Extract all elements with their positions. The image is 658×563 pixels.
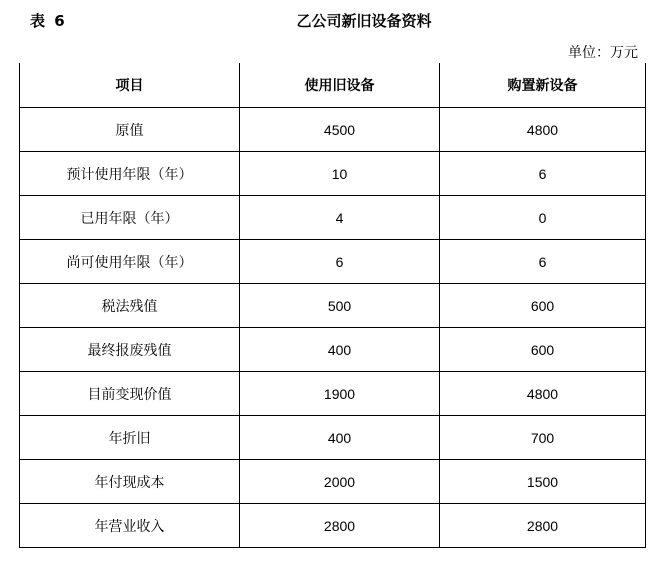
row-item-label: 年折旧 — [20, 416, 240, 460]
table-row — [20, 108, 646, 152]
table-row — [20, 196, 646, 240]
old-equipment-value: 6 — [240, 240, 440, 284]
table-number-label: 表 6 — [30, 12, 67, 30]
new-equipment-value: 6 — [440, 240, 646, 284]
new-equipment-value: 0 — [440, 196, 646, 240]
row-item-label: 税法残值 — [20, 284, 240, 328]
row-item-label: 已用年限（年） — [20, 196, 240, 240]
row-item-label: 尚可使用年限（年） — [20, 240, 240, 284]
equipment-data-table — [19, 63, 646, 548]
old-equipment-value: 4500 — [240, 108, 440, 152]
unit-label: 单位：万元 — [568, 45, 638, 61]
old-equipment-value: 400 — [240, 416, 440, 460]
column-header-item: 项目 — [20, 63, 240, 108]
old-equipment-value: 500 — [240, 284, 440, 328]
new-equipment-value: 600 — [440, 328, 646, 372]
old-equipment-value: 1900 — [240, 372, 440, 416]
old-equipment-value: 10 — [240, 152, 440, 196]
table-row — [20, 460, 646, 504]
row-item-label: 最终报废残值 — [20, 328, 240, 372]
row-item-label: 年付现成本 — [20, 460, 240, 504]
new-equipment-value: 700 — [440, 416, 646, 460]
row-item-label: 目前变现价值 — [20, 372, 240, 416]
new-equipment-value: 4800 — [440, 108, 646, 152]
table-row — [20, 284, 646, 328]
new-equipment-value: 2800 — [440, 504, 646, 548]
table-row — [20, 416, 646, 460]
table-row — [20, 504, 646, 548]
table-title: 乙公司新旧设备资料 — [296, 12, 432, 30]
table-row — [20, 372, 646, 416]
row-item-label: 原值 — [20, 108, 240, 152]
new-equipment-value: 4800 — [440, 372, 646, 416]
table-header-row — [20, 63, 646, 108]
new-equipment-value: 6 — [440, 152, 646, 196]
column-header-old-equipment: 使用旧设备 — [240, 63, 440, 108]
old-equipment-value: 4 — [240, 196, 440, 240]
row-item-label: 年营业收入 — [20, 504, 240, 548]
old-equipment-value: 2800 — [240, 504, 440, 548]
new-equipment-value: 600 — [440, 284, 646, 328]
new-equipment-value: 1500 — [440, 460, 646, 504]
table-row — [20, 328, 646, 372]
column-header-new-equipment: 购置新设备 — [440, 63, 646, 108]
row-item-label: 预计使用年限（年） — [20, 152, 240, 196]
table-row — [20, 240, 646, 284]
old-equipment-value: 400 — [240, 328, 440, 372]
table-row — [20, 152, 646, 196]
old-equipment-value: 2000 — [240, 460, 440, 504]
